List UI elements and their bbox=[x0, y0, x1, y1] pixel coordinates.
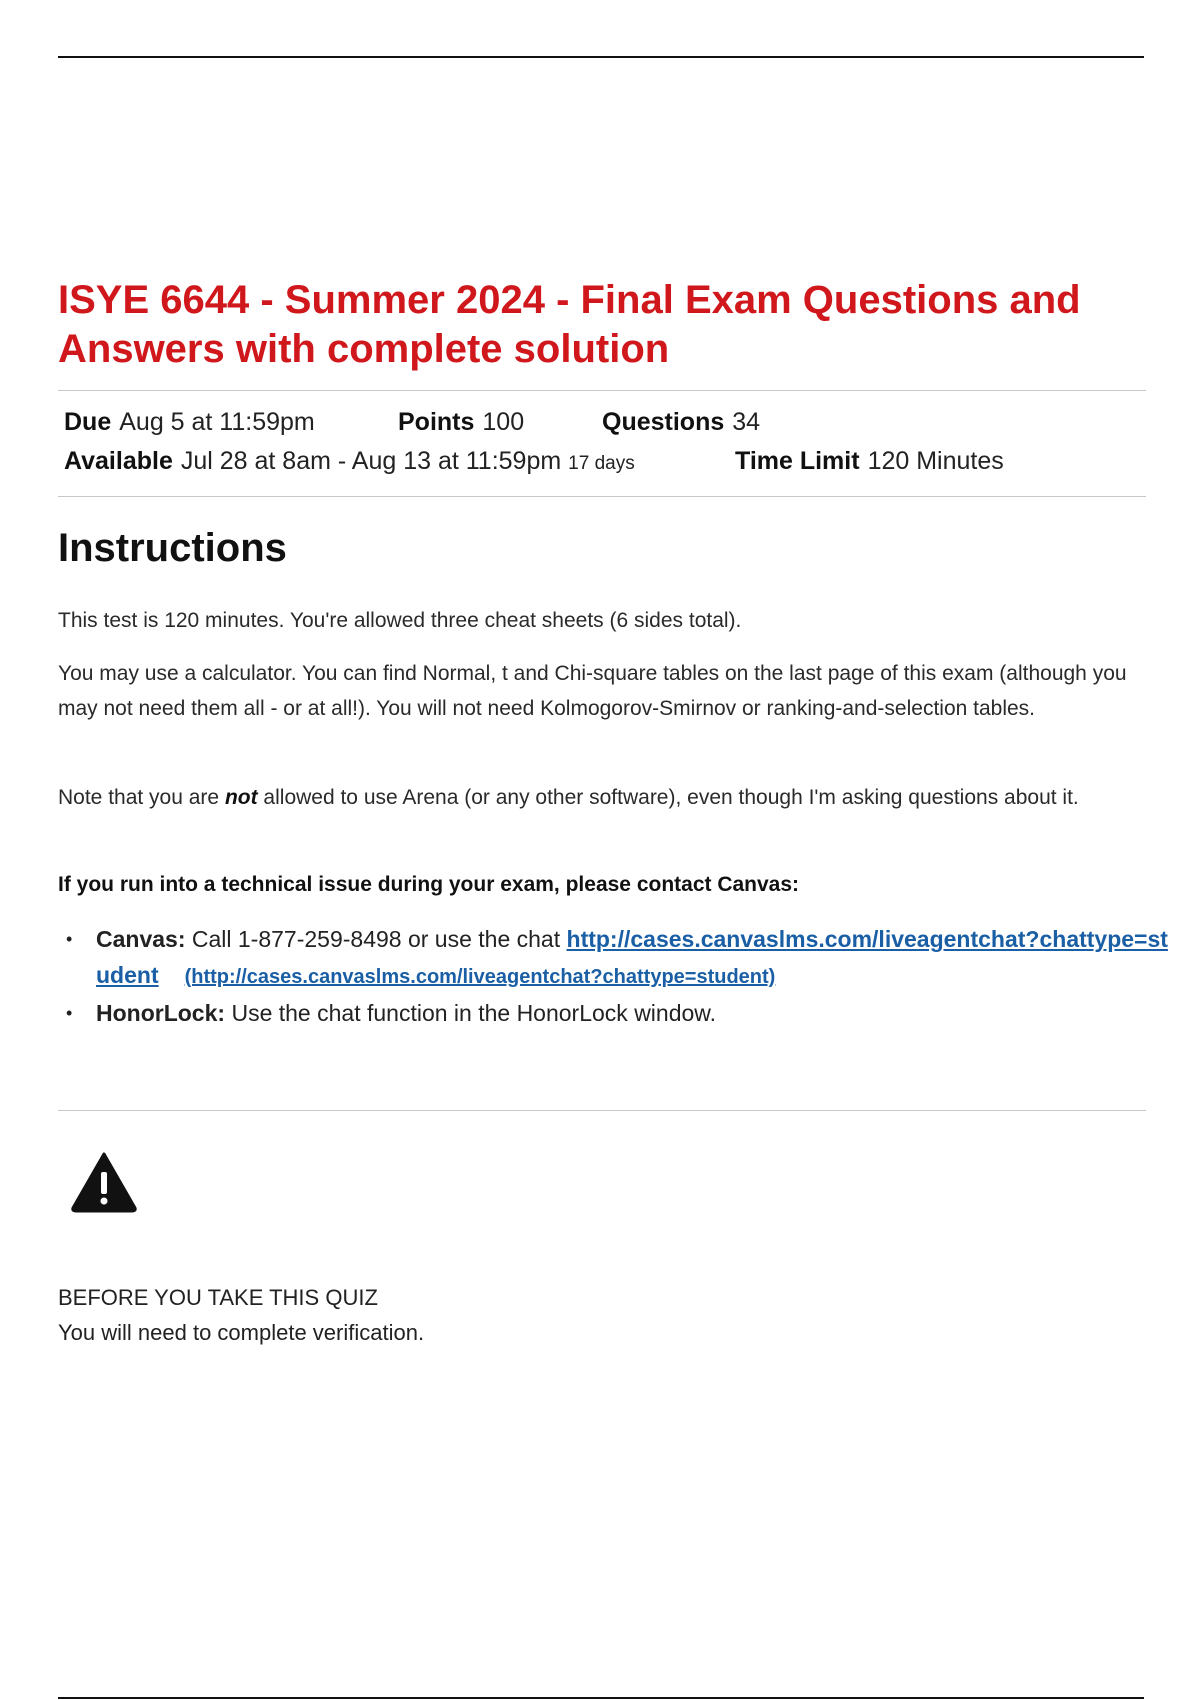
top-rule bbox=[58, 56, 1144, 58]
canvas-label: Canvas: bbox=[96, 926, 186, 952]
available-value: Jul 28 at 8am - Aug 13 at 11:59pm bbox=[180, 447, 562, 475]
points-value: 100 bbox=[482, 408, 525, 436]
due-label: Due bbox=[64, 408, 112, 436]
instructions-paragraph: This test is 120 minutes. You're allowed three cheat sheets (6 sides total). bbox=[58, 609, 742, 632]
canvas-chat-link-url[interactable]: (http://cases.canvaslms.com/liveagentchat?chattype=student) bbox=[184, 966, 776, 988]
instructions-paragraph: You may use a calculator. You can find Normal, t and Chi-square tables on the last page of this exam (although you may not need them all - or at all!). You will not need Kolmogorov-Smirnov or ranking-and-selection tables. bbox=[58, 662, 1127, 720]
notice-heading: BEFORE YOU TAKE THIS QUIZ bbox=[58, 1285, 378, 1310]
page-title: ISYE 6644 - Summer 2024 - Final Exam Questions and Answers with complete solution bbox=[58, 278, 1081, 371]
meta-questions bbox=[602, 407, 760, 437]
contact-list bbox=[58, 921, 1176, 1031]
instructions-paragraph bbox=[58, 780, 1133, 815]
instructions-heading: Instructions bbox=[58, 526, 287, 570]
available-label: Available bbox=[64, 447, 173, 475]
note-emphasis: not bbox=[224, 786, 258, 809]
questions-value: 34 bbox=[732, 408, 761, 436]
notice-text: You will need to complete verification. bbox=[58, 1320, 425, 1345]
verification-notice bbox=[58, 1280, 424, 1350]
list-item bbox=[66, 995, 1176, 1031]
time-limit-label: Time Limit bbox=[735, 447, 860, 475]
bottom-rule bbox=[58, 1697, 1144, 1699]
note-text: allowed to use Arena (or any other software), even though I'm asking questions about it. bbox=[257, 786, 1079, 809]
note-text: Note that you are bbox=[58, 786, 225, 809]
contact-prompt: If you run into a technical issue during your exam, please contact Canvas: bbox=[58, 873, 800, 896]
divider bbox=[58, 390, 1146, 391]
bullet: • bbox=[66, 1003, 73, 1023]
meta-available bbox=[64, 446, 635, 479]
canvas-chat-link[interactable]: http://cases.canvaslms.com/liveagentchat?chattype=student bbox=[96, 926, 1168, 988]
points-label: Points bbox=[398, 408, 475, 436]
warning-icon bbox=[70, 1150, 138, 1214]
available-days: 17 days bbox=[568, 453, 635, 474]
meta-due bbox=[64, 407, 315, 437]
questions-label: Questions bbox=[602, 408, 725, 436]
list-item bbox=[66, 921, 1176, 995]
bullet: • bbox=[66, 929, 73, 949]
divider bbox=[58, 496, 1146, 497]
honorlock-label: HonorLock: bbox=[96, 1000, 226, 1026]
time-limit-value: 120 Minutes bbox=[867, 447, 1004, 475]
honorlock-text: Use the chat function in the HonorLock window. bbox=[225, 1000, 717, 1026]
divider bbox=[58, 1110, 1146, 1111]
canvas-text: Call 1-877-259-8498 or use the chat bbox=[185, 926, 567, 952]
meta-time-limit bbox=[735, 446, 1004, 476]
meta-points bbox=[398, 407, 524, 437]
due-value: Aug 5 at 11:59pm bbox=[119, 408, 315, 436]
